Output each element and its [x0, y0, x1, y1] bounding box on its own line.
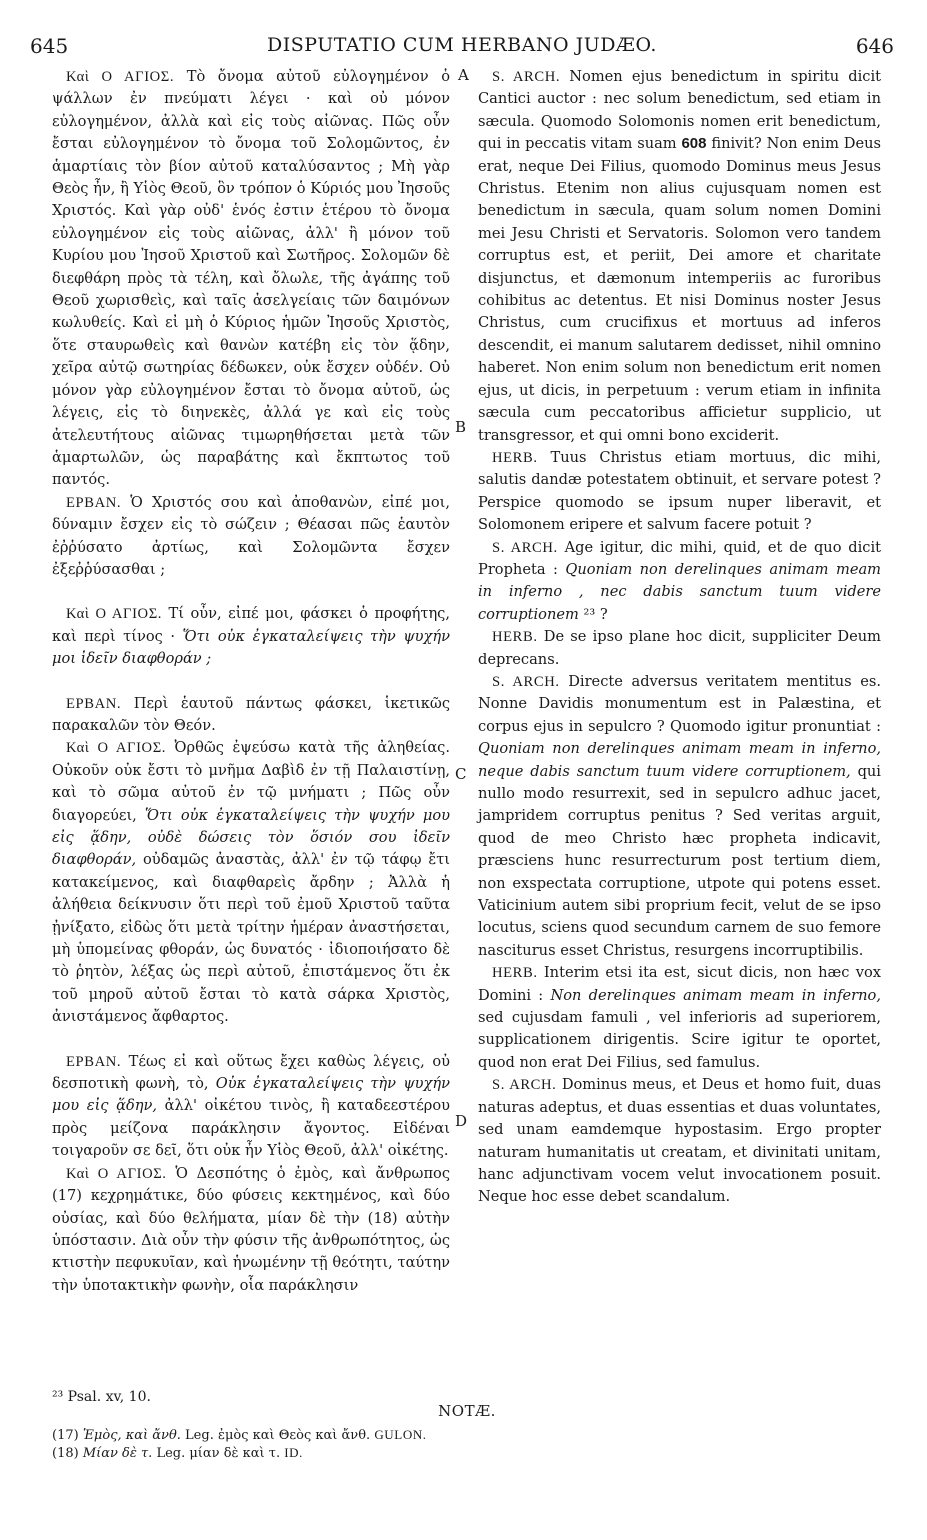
footnote: ²³ Psal. xv, 10. — [52, 1389, 151, 1405]
greek-text: οὐδαμῶς ἀναστὰς, ἀλλ' ἐν τῷ τάφῳ ἔτι κατακείμενος, καὶ διαφθαρεὶς ἄρδην ; Ἀλλὰ ἡ ἀλήθεια δείκνυσιν ὅτι περὶ τοῦ ἐμοῦ Χριστοῦ ταῦτα ᾐνίξατο, εἰδὼς ὅτι μετὰ τρίτην ἡμέραν ἀναστήσεται, μὴ ὑπομείνας φθοράν, ὡς δυνατός · ἰδιοποιήσατο δὲ τὸ ῥητὸν, λέξας ὡς περὶ αὐτοῦ, ἐπιστάμενος ὅτι ἐκ τοῦ μηροῦ αὐτοῦ ἔσται τὸ κατὰ σάρκα Χριστὸς, ἀνιστάμενος ἄφθαρτος. — [52, 851, 450, 1026]
latin-text: ²³ ? — [578, 605, 608, 623]
page-number-right: 646 — [855, 34, 894, 58]
column-number: 608 — [681, 135, 707, 153]
latin-text: Tuus Christus etiam mortuus, dic mihi, salutis dandæ potestatem obtinuit, et servare potest ? Perspice quomodo se ipsum nuper liberavit, et Solomonem eripere et salvum facere potuit ? — [478, 448, 881, 534]
speaker-label: Καὶ Ο ΑΓΙΟΣ. — [66, 69, 175, 85]
speaker-label: ΕΡΒΑΝ. — [66, 494, 122, 511]
latin-paragraph — [478, 626, 881, 671]
margin-letter-b: B — [455, 418, 467, 436]
speaker-label: HERB. — [492, 965, 538, 982]
scripture-quote: Ὅτι οὐκ ἐγκαταλείψεις τὴν ψυχήν μου εἰς ᾅδην, οὐδὲ δώσεις τὸν ὅσιόν σου ἰδεῖν διαφθοράν, — [52, 806, 450, 869]
note-author: ID. — [284, 1445, 304, 1460]
latin-paragraph — [478, 537, 881, 627]
latin-paragraph — [478, 671, 881, 962]
note-lemma: Ἐμὸς, καὶ ἄνθ. — [82, 1428, 181, 1443]
greek-paragraph — [52, 492, 450, 582]
latin-text: Dominus meus, et Deus et homo fuit, duas naturas adeptus, et duas essentias et duas voluntates, sed unam eamdemque hypostasim. Ergo propter naturam humanitatis ut creatam, et divinitati unitam, hanc adjunctivam vocem velut invocationem posuit. Neque hoc esse debet scandalum. — [478, 1076, 881, 1206]
margin-letter-c: C — [455, 765, 467, 783]
running-title: DISPUTATIO CUM HERBANO JUDÆO. — [267, 34, 657, 56]
speaker-label: S. ARCH. — [492, 539, 558, 556]
speaker-label: Καὶ Ο ΑΓΙΟΣ. — [66, 1165, 167, 1182]
latin-text: Directe adversus veritatem mentitus es. Nonne Davidis monumentum est in Palæstina, et corpus ejus in sepulcro ? Quomodo igitur pronuntiat : — [478, 672, 881, 735]
note-lemma: Μίαν δὲ τ. — [82, 1446, 153, 1461]
speaker-label: HERB. — [492, 629, 538, 646]
greek-paragraph — [52, 693, 450, 738]
note-text: Leg. ἐμὸς καὶ Θεὸς καὶ ἄνθ. — [180, 1428, 375, 1443]
latin-text: Nomen ejus benedictum in spiritu dicit Cantici auctor : nec solum benedictum, sed etiam in sæcula. Quomodo Solomonis nomen erit benedictum, qui in peccatis vitam suam — [478, 68, 881, 153]
note-number: (18) — [52, 1446, 79, 1461]
page-number-left: 645 — [30, 34, 69, 58]
speaker-label: S. ARCH. — [492, 1077, 557, 1094]
speaker-label: S. ARCH. — [492, 69, 561, 85]
latin-paragraph — [478, 447, 881, 537]
latin-text: Age igitur, dic mihi, quid, et de quo dicit Propheta : — [478, 538, 881, 578]
notae-list — [52, 1426, 882, 1462]
speaker-label: Καὶ Ο ΑΓΙΟΣ. — [66, 606, 163, 623]
greek-text: Ὀρθῶς ἐψεύσω κατὰ τῆς ἀληθείας. Οὐκοῦν οὐκ ἔστι τὸ μνῆμα Δαβὶδ ἐν τῇ Παλαιστίνῃ, καὶ τὸ σῶμα αὐτοῦ ἐν τῷ μνήματι ; Πῶς οὖν διαγορεύει, — [52, 739, 450, 824]
scripture-quote: Quoniam non derelinques animam meam in inferno , nec dabis sanctum tuum videre corruptionem — [478, 560, 881, 623]
speaker-label: ΕΡΒΑΝ. — [66, 1053, 122, 1070]
greek-paragraph — [52, 1163, 450, 1297]
note-item — [52, 1426, 882, 1444]
latin-text: qui nullo modo resurrexit, sed in sepulcro adhuc jacet, jampridem corruptus penitus ? Sed veritas arguit, quod de meo Christo hæc propheta indicavit, præsciens hunc resurrecturum post tertium diem, non exspectata corruptione, utpote qui potens esset. Vaticinium autem sibi proprium fecit, velut de se ipso locutus, sciens quod secundum carnem de suo femore nasciturus esset Christus, resurgens incorruptibilis. — [478, 762, 881, 959]
greek-paragraph — [52, 737, 450, 1028]
greek-paragraph — [52, 66, 450, 492]
greek-text: Ὁ Χριστός σου καὶ ἀποθανὼν, εἰπέ μοι, δύναμιν ἔσχεν εἰς τὸ σώζειν ; Θέασαι πῶς ἑαυτὸν ἐῤῥύσατο ἀρτίως, καὶ Σολομῶντα ἔσχεν ἐξεῤῥύσασθαι ; — [52, 493, 450, 578]
notae-heading: NOTÆ. — [438, 1402, 496, 1420]
greek-text: Ὁ Δεσπότης ὁ ἐμὸς, καὶ ἄνθρωπος (17) κεχρημάτικε, δύο φύσεις κεκτημένος, καὶ δύο οὐσίας, καὶ δύο θελήματα, μίαν δὲ τὴν (18) αὐτὴν ὑπόστασιν. Διὰ οὖν τὴν φύσιν τῆς ἀνθρωπότητος, ὡς κτιστὴν πεφυκυῖαν, καὶ ἡνωμένην τῇ θεότητι, ταύτην τὴν ὑποτακτικὴν φωνὴν, οἷα παράκλησιν — [52, 1164, 451, 1294]
latin-column — [478, 66, 881, 1209]
speaker-label: HERB. — [492, 449, 538, 466]
speaker-label: S. ARCH. — [492, 673, 560, 690]
latin-text: De se ipso plane hoc dicit, suppliciter Deum deprecans. — [478, 628, 881, 668]
latin-text: finivit? Non enim Deus erat, neque Dei Filius, quomodo Dominus meus Jesus Christus. Etenim non alius cujusquam nomen est benedictum in sæcula, quam solum nomen Domini mei Jesu Christi et Servatoris. Solomon vero tandem corruptus est, et periit, Dei amore et charitate disjunctus, et dæmonum intemperiis ac furoribus cohibitus ac detentus. Et nisi Dominus noster Jesus Christus, cum crucifixus et mortuus ad inferos descendit, ei manum salutarem dedisset, nihil omnino haberet. Non enim solum non benedictum erit nomen ejus, ut dicis, in perpetuum : verum etiam in infinita sæcula cum peccatoribus afficietur supplicio, ut transgressor, et qui omni bono exciderit. — [478, 135, 881, 444]
scripture-quote: Non derelinques animam meam in inferno, — [550, 986, 881, 1004]
margin-letter-a: A — [458, 66, 469, 84]
greek-column — [52, 66, 450, 1297]
note-author: GULON. — [374, 1427, 427, 1442]
greek-text: Περὶ ἑαυτοῦ πάντως φάσκει, ἱκετικῶς παρακαλῶν τὸν Θεόν. — [52, 694, 450, 734]
speaker-label: Καὶ Ο ΑΓΙΟΣ. — [66, 740, 167, 757]
speaker-label: ΕΡΒΑΝ. — [66, 695, 122, 712]
greek-text: ἀλλ' οἰκέτου τινὸς, ἢ καταδεεστέρου πρὸς μείζονα παράκλησιν ἄγοντος. Εἰδέναι τοιγαροῦν σε δεῖ, ὅτι οὐκ ἦν Υἱὸς Θεοῦ, ἀλλ' οἰκέτης. — [52, 1097, 451, 1160]
greek-text: Τέως εἰ καὶ οὕτως ἔχει καθὼς λέγεις, οὐ δεσποτικὴ φωνὴ, τὸ, — [52, 1052, 450, 1093]
greek-paragraph — [52, 603, 450, 670]
note-text: Leg. μίαν δὲ καὶ τ. — [152, 1446, 285, 1461]
latin-text: sed cujusdam famuli , vel inferioris ad superiorem, supplicationem dirigentis. Scire igitur te oportet, quod non erat Dei Filius, sed famulus. — [478, 1009, 881, 1071]
latin-paragraph — [478, 962, 881, 1074]
scripture-quote: Οὐκ ἐγκαταλείψεις τὴν ψυχήν μου εἰς ᾅδην, — [52, 1075, 450, 1115]
note-number: (17) — [52, 1428, 79, 1443]
running-header — [30, 34, 894, 64]
margin-letter-d: D — [455, 1112, 468, 1130]
latin-text: Interim etsi ita est, sicut dicis, non hæc vox Domini : — [478, 964, 881, 1004]
note-item — [52, 1444, 882, 1462]
greek-text: Τί οὖν, εἰπέ μοι, φάσκει ὁ προφήτης, καὶ περὶ τίνος · — [52, 605, 450, 645]
latin-paragraph — [478, 66, 881, 447]
greek-text: Τὸ ὄνομα αὐτοῦ εὐλογημένον ὁ ψάλλων ἐν πνεύματι λέγει · καὶ οὐ μόνον εὐλογημένον, ἀλλὰ καὶ εἰς τοὺς αἰῶνας. Πῶς οὖν ἔσται εὐλογημένον τὸ ὄνομα τοῦ Σολομῶντος, ἐν ἁμαρτίαις τὸν βίον αὐτοῦ καταλύσαντος ; Μὴ γὰρ Θεὸς ἦν, ἢ Υἱὸς Θεοῦ, ὃν τρόπον ὁ Κύριός μου Ἰησοῦς Χριστός. Καὶ γὰρ οὐδ' ἑνός ἐστιν ἑτέρου τὸ ὄνομα εὐλογημένον εἰς τοὺς αἰῶνας, ἀλλ' ἢ μόνον τοῦ Κυρίου μου Ἰησοῦ Χριστοῦ καὶ Σωτῆρος. Σολομῶν δὲ διεφθάρη πρὸς τὰ τέλη, καὶ ὄλωλε, τῆς ἀγάπης τοῦ Θεοῦ χωρισθεὶς, καὶ ταῖς ἀσελγείαις τῶν δαιμόνων κωλυθείς. Καὶ εἰ μὴ ὁ Κύριος ἡμῶν Ἰησοῦς Χριστὸς, ὅτε σταυρωθεὶς καὶ θανὼν κατέβη εἰς τὸν ᾅδην, χεῖρα αὐτῷ σωτηρίας δέδωκεν, οὐκ ἔσχεν οὐδέν. Οὐ μόνον γὰρ εὐλογημένον ἔσται τὸ ὄνομα αὐτοῦ, ὡς λέγεις, εἰς τὸ διηνεκὲς, ἀλλά γε καὶ εἰς τοὺς ἀτελευτήτους αἰῶνας τιμωρηθήσεται μετὰ τῶν ἁμαρτωλῶν, ὡς παραβάτης καὶ ἔκπτωτος τοῦ παντός. — [52, 68, 450, 489]
latin-paragraph — [478, 1074, 881, 1208]
greek-paragraph — [52, 1051, 450, 1163]
scripture-quote: Quoniam non derelinques animam meam in inferno, neque dabis sanctum tuum videre corruptionem, — [478, 740, 881, 780]
scripture-quote: Ὅτι οὐκ ἐγκαταλείψεις τὴν ψυχήν μοι ἰδεῖν διαφθοράν ; — [52, 627, 450, 668]
